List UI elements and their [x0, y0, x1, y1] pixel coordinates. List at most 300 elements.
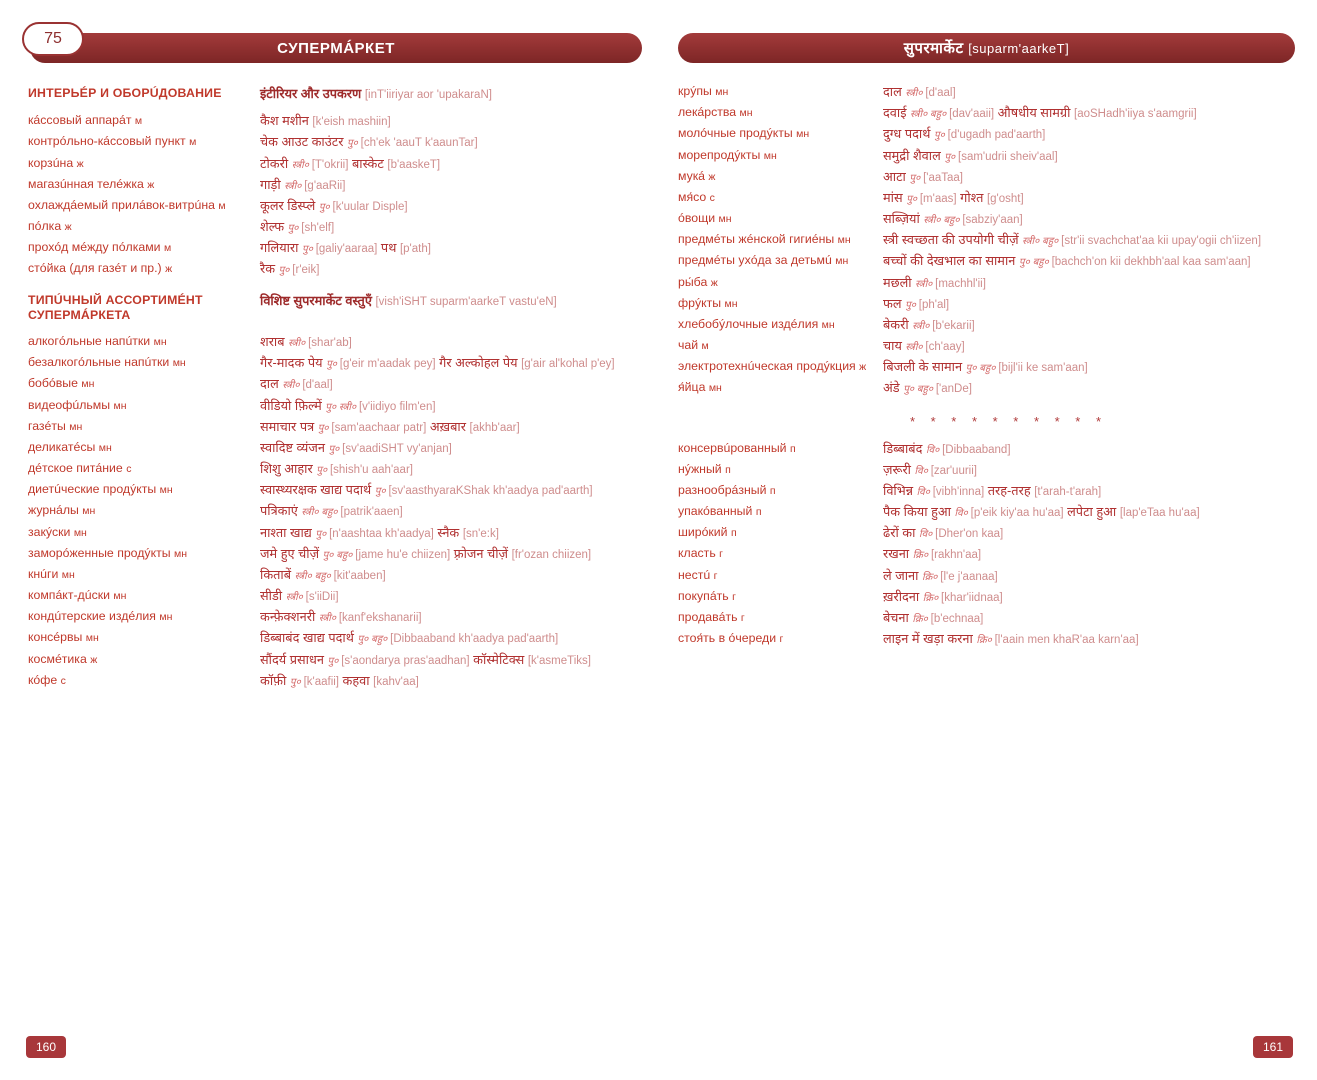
entry-russian-grammar: п [725, 463, 731, 476]
entry-hindi-grammar: पु० [328, 443, 343, 455]
entry-hindi-grammar: पु० [327, 655, 342, 667]
dictionary-entry [678, 230, 1299, 251]
entry-russian: кнúги мн [28, 566, 75, 581]
entry-russian: стóйка (для газéт и пр.) ж [28, 261, 173, 276]
entry-hindi-grammar: क्रि० [912, 550, 931, 562]
entry-hindi-grammar: स्त्री० बहु० [301, 507, 341, 519]
entry-hindi [260, 111, 646, 132]
entry-hindi-devanagari: नाश्ता खाद्य [260, 524, 316, 540]
entry-transliteration: [machhl'ii] [935, 277, 986, 290]
entry-transliteration: [v'iidiyo film'en] [358, 400, 436, 413]
entry-hindi-devanagari: ले जाना [883, 567, 923, 583]
entry-russian-grammar: с [60, 674, 66, 687]
entry-russian: космéтика ж [28, 651, 98, 666]
dictionary-entry [678, 439, 1299, 460]
entry-hindi-grammar: पु० [289, 676, 304, 688]
entry-russian: дéтское питáние с [28, 461, 132, 476]
entry-transliteration: [galiy'aaraa] [315, 243, 378, 256]
entry-russian: стоя́ть в óчереди г [678, 631, 784, 646]
entry-russian-grammar: мн [718, 213, 732, 226]
right-page-banner [678, 33, 1295, 63]
entry-russian: ширóкий п [678, 525, 737, 540]
entry-russian: корзúна ж [28, 155, 84, 170]
entry-hindi-grammar: पु० [318, 201, 333, 213]
right-page-title-devanagari: सुपरमार्केट [903, 40, 964, 57]
dictionary-entry [28, 501, 646, 522]
entry-hindi-grammar: पु० बहु० [965, 363, 999, 375]
entry-russian-grammar: ж [859, 361, 867, 374]
entry-hindi [260, 628, 646, 649]
entry-russian-grammar: с [126, 463, 132, 476]
entry-russian: газéты мн [28, 418, 83, 433]
dictionary-entry [28, 544, 646, 565]
entry-hindi-devanagari: गलियारा [260, 240, 303, 256]
entry-hindi-devanagari: टोकरी [260, 155, 292, 171]
entry-hindi [260, 480, 646, 501]
entry-hindi-devanagari-alt: स्नैक [433, 524, 463, 540]
entry-hindi-devanagari-alt: पथ [377, 240, 400, 256]
entry-hindi-grammar: वि० [954, 508, 971, 520]
lesson-number-badge: 75 [22, 22, 84, 56]
entry-hindi-devanagari: शिशु आहार [260, 461, 317, 477]
entry-russian: магазúнная телéжка ж [28, 176, 155, 191]
entry-hindi-grammar: स्त्री० [905, 88, 926, 99]
dictionary-entry [678, 481, 1299, 502]
left-page-banner [30, 33, 642, 63]
entry-russian: крýпы мн [678, 84, 729, 98]
entry-transliteration: [l'e j'aanaa] [940, 570, 998, 583]
entry-hindi-grammar: पु० बहु० [903, 384, 936, 396]
entry-russian-grammar: мн [835, 255, 849, 268]
entry-russian: деликатéсы мн [28, 439, 112, 454]
entry-transliteration: [rakhn'aa] [930, 549, 982, 562]
section-heading [28, 84, 646, 105]
dictionary-entry [28, 671, 646, 692]
entry-transliteration: [n'aashtaa kh'aadya] [329, 527, 434, 540]
entry-hindi [883, 544, 1299, 565]
entry-russian-grammar: мн [796, 128, 810, 141]
entry-russian-grammar: мн [173, 547, 188, 560]
dictionary-entry [28, 217, 646, 238]
right-page-number: 161 [1253, 1036, 1293, 1058]
entry-hindi [883, 378, 1299, 399]
entry-hindi-grammar: पु० [316, 465, 330, 477]
dictionary-entry [28, 132, 646, 153]
dictionary-entry [28, 586, 646, 607]
entry-hindi-devanagari: फल [883, 295, 906, 311]
entry-hindi-devanagari: आटा [883, 168, 910, 184]
entry-hindi [883, 167, 1299, 188]
entry-russian-grammar: п [789, 442, 796, 455]
entry-russian-grammar: ж [64, 221, 72, 234]
entry-russian: охлаждáемый прилáвок-витрúна м [28, 197, 226, 212]
entry-hindi-grammar: स्त्री० [288, 338, 309, 350]
entry-hindi-grammar: पु० [905, 299, 919, 311]
entry-transliteration: [shish'u aah'aar] [329, 464, 413, 477]
entry-hindi-devanagari: रैक [260, 261, 279, 277]
entry-hindi-grammar: क्रि० [976, 635, 995, 647]
entry-russian: лекáрства мн [678, 105, 753, 120]
section-heading-hindi [260, 291, 646, 312]
entry-hindi-grammar: पु० [317, 422, 332, 434]
entry-transliteration: [sh'elf] [301, 222, 335, 235]
entry-transliteration: [vibh'inna] [932, 485, 985, 498]
entry-russian-grammar: м [218, 199, 226, 212]
entry-hindi [260, 438, 646, 459]
entry-transliteration-alt: [t'arah-t'arah] [1034, 485, 1102, 498]
entry-russian-grammar: мн [159, 611, 173, 624]
entry-hindi-grammar: स्त्री० बहु० [1022, 236, 1062, 248]
section-heading [28, 291, 646, 326]
entry-hindi [260, 132, 646, 153]
entry-russian: кондúтерские издéлия мн [28, 609, 173, 624]
entry-hindi [883, 481, 1299, 502]
entry-russian-grammar: с [709, 191, 715, 204]
entry-russian-grammar: мн [113, 590, 127, 603]
entry-russian-grammar: г [779, 633, 784, 646]
entry-russian-grammar: м [163, 242, 172, 255]
section-heading-devanagari: इंटीरियर और उपकरण [260, 86, 365, 101]
right-page-content [660, 82, 1317, 650]
entry-hindi [260, 154, 646, 175]
entry-russian: компáкт-дúски мн [28, 588, 127, 603]
entry-hindi-devanagari: शेल्फ [260, 219, 288, 235]
dictionary-entry [678, 566, 1299, 587]
entry-transliteration: [b'echnaa] [930, 612, 984, 625]
entry-russian-grammar: ж [90, 653, 98, 666]
entry-russian-grammar: мн [153, 336, 167, 349]
dictionary-entry [678, 629, 1299, 650]
dictionary-entry [28, 353, 646, 374]
entry-transliteration: [khar'iidnaa] [941, 591, 1003, 604]
entry-hindi-grammar: पु० [278, 265, 293, 277]
entry-transliteration: [d'aal] [925, 87, 956, 99]
entry-russian: óвощи мн [678, 211, 732, 226]
dictionary-entry [678, 294, 1299, 315]
entry-transliteration-alt: [k'asmeTiks] [527, 654, 591, 667]
dictionary-entry [28, 238, 646, 259]
entry-russian: диетúческие продýкты мн [28, 482, 173, 497]
entry-russian-grammar: г [732, 590, 736, 603]
entry-hindi-devanagari: कूलर डिस्प्ले [260, 197, 319, 213]
dictionary-entry [28, 438, 646, 459]
dictionary-entry [28, 175, 646, 196]
entry-transliteration: [bachch'on kii dekhbh'aal kaa sam'aan] [1051, 256, 1251, 269]
entry-hindi-devanagari-alt: कहवा [339, 672, 374, 688]
entry-hindi-devanagari: कॉफ़ी [260, 672, 290, 688]
entry-hindi-devanagari: बिजली के सामान [883, 359, 966, 375]
entry-russian: нýжный п [678, 461, 731, 476]
entry-russian-grammar: мн [837, 234, 851, 247]
entry-hindi-grammar: स्त्री० [915, 278, 936, 290]
entry-hindi-devanagari: ज़रूरी [883, 461, 915, 477]
entry-transliteration: [s'aondarya pras'aadhan] [341, 654, 470, 667]
entry-russian: безалкогóльные напúтки мн [28, 355, 186, 370]
entry-hindi [883, 188, 1299, 209]
entry-hindi [883, 103, 1299, 124]
entry-russian: кóфе с [28, 672, 66, 687]
entry-hindi-grammar: पु० [287, 223, 302, 235]
entry-russian-grammar: ж [147, 178, 155, 191]
dictionary-entry [28, 417, 646, 438]
entry-transliteration: [k'uular Disple] [332, 200, 408, 213]
entry-russian-grammar: мн [172, 357, 186, 370]
dictionary-entry [28, 259, 646, 280]
entry-hindi [260, 332, 646, 353]
entry-hindi [883, 439, 1299, 460]
entry-hindi [260, 459, 646, 480]
entry-hindi [883, 315, 1299, 336]
dictionary-entry [28, 459, 646, 480]
entry-transliteration: [Dibbaaband] [942, 443, 1011, 456]
entry-hindi-grammar: क्रि० [922, 571, 941, 583]
section-heading-translit: [vish'iSHT suparm'aarkeT vastu'eN] [375, 295, 557, 308]
entry-russian-grammar: мн [82, 505, 96, 518]
entry-hindi-grammar: स्त्री० बहु० [923, 215, 963, 227]
entry-hindi-grammar: स्त्री० [318, 613, 339, 625]
entry-transliteration-alt: [akhb'aar] [469, 421, 520, 434]
entry-hindi-grammar: पु० [302, 244, 316, 256]
dictionary-entry [678, 146, 1299, 167]
entry-russian-grammar: мн [821, 318, 835, 331]
entry-hindi [883, 124, 1299, 145]
entry-russian-grammar: мн [69, 420, 83, 433]
dictionary-entry [28, 396, 646, 417]
entry-hindi-devanagari: चाय [883, 338, 906, 354]
entry-hindi [883, 357, 1299, 378]
entry-hindi-devanagari: दवाई [883, 105, 911, 121]
entry-hindi [883, 629, 1299, 650]
entry-hindi [883, 273, 1299, 294]
entry-hindi-grammar: पु० बहु० [1018, 257, 1052, 269]
entry-hindi [883, 502, 1299, 523]
entry-hindi [260, 671, 646, 692]
dictionary-entry [28, 523, 646, 544]
entry-transliteration: [sv'aadiSHT vy'anjan] [342, 442, 452, 455]
entry-transliteration: [T'okrii] [311, 158, 349, 171]
dictionary-entry [678, 124, 1299, 145]
entry-hindi [883, 294, 1299, 315]
entry-transliteration: [str'ii svachchat'aa kii upay'ogii ch'iizen] [1061, 235, 1262, 248]
entry-transliteration: [kit'aaben] [333, 569, 386, 582]
entry-russian-grammar: мн [61, 568, 75, 581]
entry-hindi-grammar: पु० [906, 193, 920, 205]
entry-hindi-devanagari: सीडी [260, 588, 286, 604]
entry-hindi [883, 146, 1299, 167]
entry-hindi-devanagari: ख़रीदना [883, 588, 923, 604]
entry-hindi-devanagari: स्वादिष्ट व्यंजन [260, 439, 329, 455]
entry-hindi [260, 607, 646, 628]
entry-hindi-grammar: पु० बहु० [322, 549, 356, 561]
entry-transliteration: [ch'aay] [925, 341, 965, 354]
entry-hindi-devanagari: बेचना [883, 609, 913, 625]
entry-russian: журнáлы мн [28, 503, 96, 518]
entry-hindi-devanagari: जमे हुए चीज़ें [260, 545, 323, 561]
entry-hindi [883, 587, 1299, 608]
entry-russian-grammar: ж [76, 157, 84, 170]
entry-russian-grammar: мн [85, 632, 99, 645]
entry-transliteration: ['aaTaa] [923, 171, 963, 184]
entry-hindi-devanagari: विभिन्न [883, 482, 917, 498]
entry-hindi-devanagari: समुद्री शैवाल [883, 147, 945, 163]
entry-russian-grammar: г [713, 569, 718, 582]
entry-hindi-grammar: पु० [326, 359, 340, 371]
entry-hindi [260, 396, 646, 417]
dictionary-entry [678, 209, 1299, 230]
entry-hindi [260, 650, 646, 671]
entry-hindi-devanagari-alt: कॉस्मेटिक्स [469, 651, 528, 667]
entry-russian-grammar: г [740, 611, 745, 624]
left-page-number: 160 [26, 1036, 66, 1058]
entry-hindi [260, 586, 646, 607]
entry-russian-grammar: м [134, 115, 143, 128]
entry-hindi-grammar: पु० बहु० [357, 634, 391, 646]
entry-russian-grammar: мн [159, 484, 173, 497]
dictionary-entry [28, 111, 646, 132]
entry-russian: разнообрáзный п [678, 482, 776, 497]
entry-russian-grammar: мн [708, 382, 722, 395]
entry-russian: морепродýкты мн [678, 147, 777, 162]
entry-transliteration: [Dher'on kaa] [935, 528, 1004, 541]
entry-hindi-devanagari: लाइन में खड़ा करना [883, 631, 977, 647]
entry-hindi-devanagari: मछली [883, 274, 916, 290]
entry-russian: пóлка ж [28, 219, 72, 234]
entry-russian-grammar: мн [73, 526, 87, 539]
entry-hindi-devanagari-alt: गोश्त [956, 189, 987, 205]
entry-transliteration: [kanf'ekshanarii] [338, 612, 422, 625]
entry-hindi-grammar: पु० स्त्री० [325, 401, 359, 413]
dictionary-entry [678, 82, 1299, 103]
left-page-content [0, 82, 660, 692]
section-heading-devanagari: विशिष्ट सुपरमार्केट वस्तुएँ [260, 292, 376, 308]
section-divider: * * * * * * * * * * [909, 413, 1108, 429]
entry-hindi-grammar: वि० [916, 486, 933, 498]
entry-transliteration-alt: [sn'e:k] [462, 527, 499, 540]
entry-hindi [883, 336, 1299, 357]
entry-transliteration-alt: [g'osht] [986, 192, 1024, 205]
entry-russian: алкогóльные напúтки мн [28, 334, 167, 349]
entry-russian-grammar: ж [710, 276, 718, 289]
entry-hindi [883, 608, 1299, 629]
entry-hindi [260, 196, 646, 217]
entry-russian: продавáть г [678, 609, 745, 624]
entry-transliteration: [d'ugadh pad'aarth] [947, 129, 1046, 142]
entry-russian: предмéты жéнской гигиéны мн [678, 232, 851, 247]
entry-hindi-grammar: स्त्री० [284, 180, 305, 192]
entry-transliteration-alt: [kahv'aa] [373, 675, 419, 688]
entry-hindi [883, 251, 1299, 272]
entry-russian: хлебобýлочные издéлия мн [678, 316, 835, 331]
dictionary-entry [28, 154, 646, 175]
entry-russian-grammar: п [730, 527, 737, 540]
entry-hindi-devanagari: चेक आउट काउंटर [260, 134, 347, 150]
entry-russian: предмéты ухóда за детьмú мн [678, 253, 849, 268]
dictionary-entry [678, 544, 1299, 565]
entry-hindi [260, 259, 646, 280]
entry-transliteration: [bijl'ii ke sam'aan] [998, 362, 1088, 375]
entry-hindi-grammar: स्त्री० [285, 592, 306, 604]
entry-hindi [883, 230, 1299, 251]
dictionary-entry [678, 273, 1299, 294]
entry-hindi-grammar: वि० [919, 529, 936, 541]
entry-transliteration: [shar'ab] [308, 337, 352, 350]
entry-hindi-grammar: पु० [944, 151, 959, 163]
dictionary-entry [678, 523, 1299, 544]
left-page-title: СУПЕРМÁРКЕТ [277, 39, 395, 57]
entry-transliteration: [b'ekarii] [932, 319, 975, 332]
entry-russian: видеофúльмы мн [28, 397, 127, 412]
entry-hindi-grammar: पु० [933, 130, 948, 142]
dictionary-entry [28, 565, 646, 586]
dictionary-entry [28, 480, 646, 501]
entry-hindi-grammar: स्त्री० [291, 159, 312, 171]
entry-transliteration: [ch'ek 'aauT k'aaunTar] [360, 137, 478, 150]
entry-hindi-devanagari-alt: अख़बार [426, 418, 470, 434]
dictionary-entry [28, 650, 646, 671]
right-page-title [904, 38, 1069, 58]
dictionary-entry [28, 374, 646, 395]
entry-hindi-devanagari: दुग्ध पदार्थ [883, 126, 934, 142]
entry-transliteration-alt: [fr'ozan chiizen] [511, 548, 592, 561]
entry-hindi [260, 217, 646, 238]
entry-hindi [260, 565, 646, 586]
entry-hindi-grammar: क्रि० [912, 613, 931, 625]
entry-hindi-grammar: क्रि० [922, 592, 942, 604]
entry-transliteration: [sam'aachaar patr] [331, 421, 427, 434]
entry-hindi-devanagari: सब्ज़ियां [883, 211, 924, 227]
entry-hindi-grammar: स्त्री० [905, 342, 926, 354]
entry-russian: прохóд мéжду пóлками м [28, 240, 172, 255]
entry-hindi [260, 374, 646, 395]
entry-hindi [260, 238, 646, 259]
entry-transliteration: [sv'aasthyaraKShak kh'aadya pad'aarth] [388, 485, 593, 498]
entry-hindi [883, 209, 1299, 230]
entry-russian: класть г [678, 546, 723, 561]
entry-russian: консéрвы мн [28, 630, 99, 645]
entry-hindi-devanagari: डिब्बाबंद [883, 440, 926, 456]
dictionary-entry [678, 357, 1299, 378]
entry-transliteration: [l'aain men khaR'aa karn'aa] [994, 634, 1139, 647]
entry-hindi-grammar: स्त्री० बहु० [910, 109, 950, 121]
entry-hindi [260, 501, 646, 522]
entry-hindi-devanagari: अंडे [883, 380, 904, 396]
entry-russian: заморóженные продýкты мн [28, 545, 188, 560]
entry-transliteration-alt: [aoSHadh'iiya s'aamgrii] [1074, 108, 1197, 121]
section-heading-russian: ИНТЕРЬÉР И ОБОРÚДОВАНИЕ [28, 86, 222, 100]
entry-hindi [883, 82, 1299, 103]
entry-hindi-devanagari: सौंदर्य प्रसाधन [260, 651, 328, 667]
dictionary-entry [678, 336, 1299, 357]
entry-transliteration: [zar'uurii] [930, 464, 977, 477]
entry-transliteration: [patrik'aaen] [340, 506, 403, 519]
entry-transliteration-alt: [lap'eTaa hu'aa] [1119, 507, 1200, 520]
entry-transliteration: [g'eir m'aadak pey] [339, 358, 436, 371]
entry-transliteration: [g'aaRii] [304, 179, 346, 192]
entry-hindi-grammar: पु० [374, 486, 389, 498]
entry-hindi-devanagari: बेकरी [883, 316, 913, 332]
entry-russian: закýски мн [28, 524, 87, 539]
dictionary-entry [28, 607, 646, 628]
entry-hindi-grammar: स्त्री० बहु० [294, 570, 334, 582]
entry-hindi-devanagari: स्त्री स्वच्छता की उपयोगी चीज़ें [883, 232, 1023, 248]
entry-russian: упакóванный п [678, 504, 762, 519]
dictionary-entry [678, 587, 1299, 608]
entry-hindi-devanagari: मांस [883, 189, 907, 205]
entry-hindi-devanagari: कन्फ़ेक्शनरी [260, 609, 319, 625]
entry-hindi-devanagari: ढेरों का [883, 525, 920, 541]
dictionary-entry [678, 502, 1299, 523]
entry-russian-grammar: мн [763, 149, 777, 162]
